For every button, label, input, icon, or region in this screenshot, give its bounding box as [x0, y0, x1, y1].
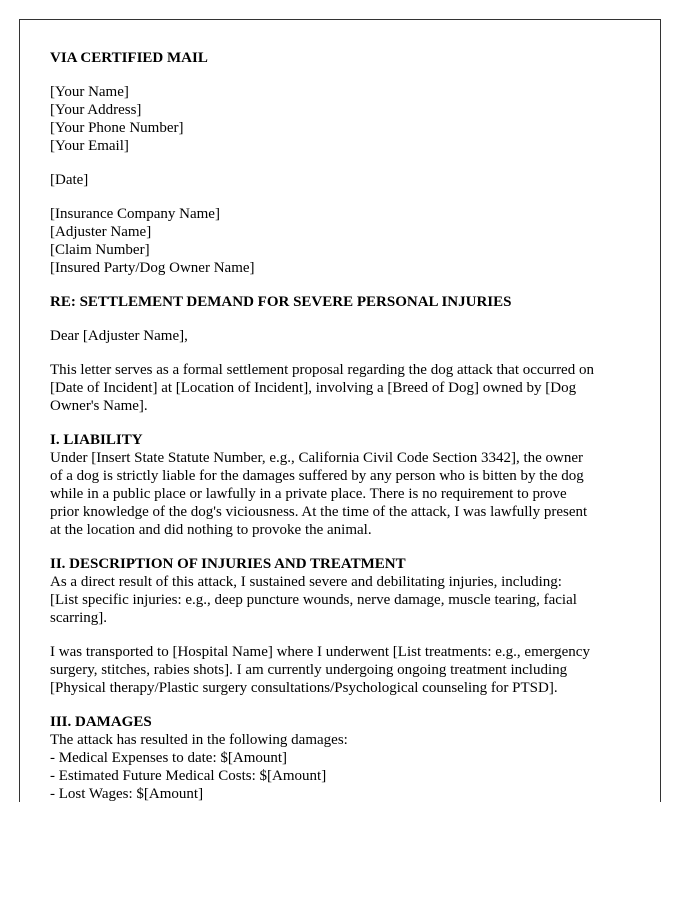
recipient-claim-number: [Claim Number]: [50, 242, 150, 258]
treatment-line: surgery, stitches, rabies shots]. I am currently undergoing ongoing treatment including: [50, 662, 568, 678]
recipient-insured-party: [Insured Party/Dog Owner Name]: [50, 260, 255, 276]
subject-line: RE: SETTLEMENT DEMAND FOR SEVERE PERSONAL INJURIES: [50, 294, 512, 310]
intro-line: [Date of Incident] at [Location of Incident], involving a [Breed of Dog] owned by [Dog: [50, 380, 577, 396]
sender-phone: [Your Phone Number]: [50, 120, 184, 136]
sender-block: [50, 83, 640, 155]
liability-heading: I. LIABILITY: [50, 432, 143, 448]
letter-date: [Date]: [50, 172, 89, 188]
liability-line: of a dog is strictly liable for the damages suffered by any person who is bitten by the dog: [50, 468, 584, 484]
damages-section: [50, 713, 640, 802]
letter-page: [19, 19, 661, 802]
injuries-line: scarring].: [50, 610, 108, 626]
injuries-heading: II. DESCRIPTION OF INJURIES AND TREATMENT: [50, 556, 406, 572]
injuries-line: As a direct result of this attack, I sustained severe and debilitating injuries, including:: [50, 574, 562, 590]
letter-content: [50, 49, 640, 802]
delivery-method: VIA CERTIFIED MAIL: [50, 50, 208, 66]
injuries-section: [50, 555, 640, 627]
treatment-paragraph: [50, 643, 640, 697]
liability-line: at the location and did nothing to provoke the animal.: [50, 522, 372, 538]
recipient-adjuster: [Adjuster Name]: [50, 224, 152, 240]
damages-intro: The attack has resulted in the following damages:: [50, 732, 348, 748]
sender-email: [Your Email]: [50, 138, 129, 154]
damages-item: - Medical Expenses to date: $[Amount]: [50, 750, 288, 766]
sender-address: [Your Address]: [50, 102, 142, 118]
damages-item: - Estimated Future Medical Costs: $[Amount]: [50, 768, 327, 784]
recipient-company: [Insurance Company Name]: [50, 206, 220, 222]
liability-line: while in a public place or lawfully in a private place. There is no requirement to prove: [50, 486, 567, 502]
liability-section: [50, 431, 640, 539]
sender-name: [Your Name]: [50, 84, 129, 100]
injuries-line: [List specific injuries: e.g., deep puncture wounds, nerve damage, muscle tearing, facial: [50, 592, 577, 608]
damages-heading: III. DAMAGES: [50, 714, 152, 730]
liability-line: prior knowledge of the dog's viciousness. At the time of the attack, I was lawfully present: [50, 504, 588, 520]
treatment-line: I was transported to [Hospital Name] where I underwent [List treatments: e.g., emergency: [50, 644, 590, 660]
damages-item: - Lost Wages: $[Amount]: [50, 786, 204, 802]
intro-line: This letter serves as a formal settlement proposal regarding the dog attack that occurred on: [50, 362, 594, 378]
treatment-line: [Physical therapy/Plastic surgery consultations/Psychological counseling for PTSD].: [50, 680, 558, 696]
intro-paragraph: [50, 361, 640, 415]
recipient-block: [50, 205, 640, 277]
liability-line: Under [Insert State Statute Number, e.g., California Civil Code Section 3342], the owner: [50, 450, 584, 466]
intro-line: Owner's Name].: [50, 398, 148, 414]
salutation: Dear [Adjuster Name],: [50, 328, 188, 344]
